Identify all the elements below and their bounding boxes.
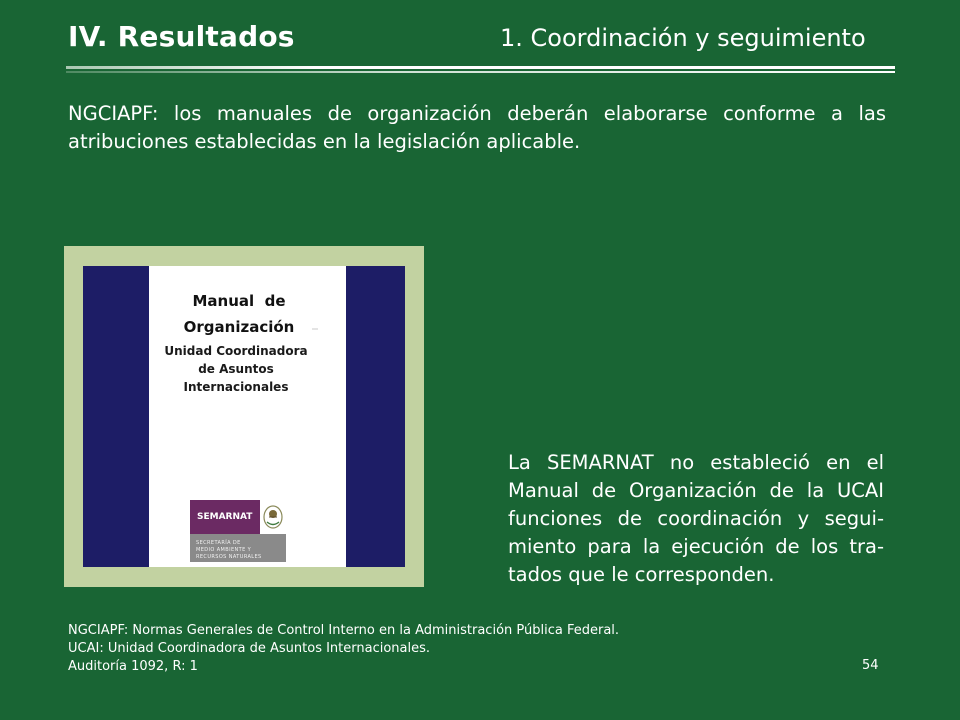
logo-line1: SECRETARÍA DE	[196, 540, 241, 546]
logo-line2: MEDIO AMBIENTE Y	[196, 547, 252, 553]
cover-page	[149, 266, 346, 567]
footnote-ucai: UCAI: Unidad Coordinadora de Asuntos Internacionales.	[68, 641, 431, 656]
finding-paragraph: La SEMARNAT no estableció en el Manual de Organización de la UCAI funciones de coordinación y segui-miento para la ejecución de los tra-tados que le corresponden.	[508, 451, 884, 586]
cover-title-line2: Organización	[183, 318, 295, 336]
footnote-audit: Auditoría 1092, R: 1	[68, 659, 198, 674]
section-title: IV. Resultados	[68, 20, 295, 53]
header-rule-bottom	[66, 71, 895, 73]
cover-title-line1: Manual de	[192, 292, 286, 310]
cover-unit-line1: Unidad Coordinadora	[164, 344, 308, 358]
cover-unit-line2: de Asuntos	[198, 362, 274, 376]
semarnat-logo-subtitle	[190, 534, 286, 562]
section-subtitle: 1. Coordinación y seguimiento	[500, 24, 866, 52]
semarnat-logo	[190, 500, 286, 562]
cover-right-band	[346, 266, 405, 567]
cover-unit-line3: Internacionales	[183, 380, 289, 394]
page-number: 54	[862, 658, 879, 673]
header-rule-top	[66, 66, 895, 69]
mexican-coat-of-arms-icon	[260, 500, 286, 534]
cover-mark	[312, 328, 318, 330]
footnotes	[68, 622, 768, 676]
footnote-ngciapf: NGCIAPF: Normas Generales de Control Interno en la Administración Pública Federal.	[68, 623, 620, 638]
intro-paragraph: NGCIAPF: los manuales de organización deberán elaborarse conforme a las atribuciones establecidas en la legislación aplicable.	[68, 102, 886, 153]
manual-cover-image	[64, 246, 424, 587]
logo-line3: RECURSOS NATURALES	[196, 554, 262, 560]
cover-title	[149, 288, 329, 340]
cover-unit-name	[151, 342, 321, 396]
cover-left-band	[83, 266, 149, 567]
semarnat-logo-name: SEMARNAT	[190, 500, 260, 534]
